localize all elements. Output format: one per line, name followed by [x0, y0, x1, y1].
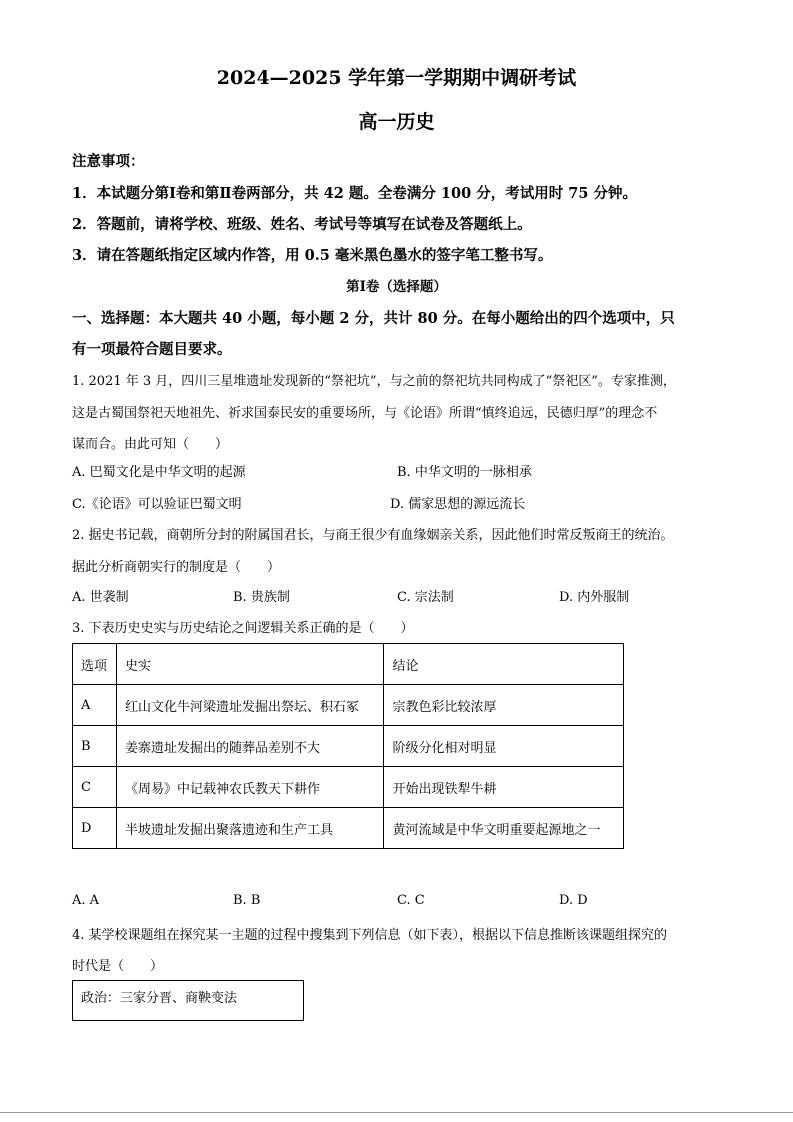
table-header-cell: 结论 [384, 644, 624, 685]
table-cell: 红山文化牛河梁遗址发掘出祭坛、积石冢 [116, 685, 383, 726]
table-cell: C [73, 767, 117, 808]
section-title: 第Ⅰ卷（选择题） [346, 279, 447, 295]
table-cell: 姜寨遗址发掘出的随葬品差别不大 [116, 726, 383, 767]
q1-stem-line1: 1. 2021 年 3 月，四川三星堆遗址发现新的“祭祀坑”，与之前的祭祀坑共同构成了“祭祀区”。专家推测， [72, 374, 676, 389]
q2-option-b: B. 贵族制 [233, 590, 290, 605]
q2-stem-line2: 据此分析商朝实行的制度是（ ） [72, 560, 281, 575]
q3-option-d: D. D [559, 893, 588, 908]
exam-title: 2024—2025 学年第一学期期中调研考试 [216, 67, 577, 89]
section-instruction-line2: 有一项最符合题目要求。 [72, 341, 232, 358]
q1-stem-line3: 谋而合。由此可知（ ） [72, 437, 229, 452]
q1-option-a: A. 巴蜀文化是中华文明的起源 [72, 465, 246, 480]
notice-item-1: 1．本试题分第Ⅰ卷和第Ⅱ卷两部分，共 42 题。全卷满分 100 分，考试用时 75 分钟。 [72, 185, 638, 202]
notice-heading: 注意事项： [72, 153, 145, 170]
table-cell: 《周易》中记载神农氏教天下耕作 [116, 767, 383, 808]
page-bottom-rule [0, 1112, 793, 1113]
q1-option-d: D. 儒家思想的源远流长 [390, 497, 526, 512]
q4-info-box: 政治：三家分晋、商鞅变法 [72, 980, 304, 1021]
notice-item-2: 2．答题前，请将学校、班级、姓名、考试号等填写在试卷及答题纸上。 [72, 216, 532, 233]
table-cell: 半坡遗址发掘出聚落遗迹和生产工具 [116, 808, 383, 849]
table-cell: B [73, 726, 117, 767]
q2-option-d: D. 内外服制 [559, 590, 630, 605]
table-cell: 开始出现铁犁牛耕 [384, 767, 624, 808]
q1-option-c: C.《论语》可以验证巴蜀文明 [72, 497, 242, 512]
table-header-row [73, 644, 624, 685]
q4-stem-line2: 时代是（ ） [72, 959, 164, 974]
table-cell: A [73, 685, 117, 726]
table-row [73, 808, 624, 849]
q3-option-c: C. C [397, 893, 425, 908]
q3-table [72, 643, 624, 849]
table-header-cell: 史实 [116, 644, 383, 685]
q2-option-a: A. 世袭制 [72, 590, 129, 605]
table-cell: 黄河流域是中华文明重要起源地之一 [384, 808, 624, 849]
q2-option-c: C. 宗法制 [397, 590, 454, 605]
q1-option-b: B. 中华文明的一脉相承 [397, 465, 532, 480]
table-cell: 阶级分化相对明显 [384, 726, 624, 767]
q2-stem-line1: 2. 据史书记载，商朝所分封的附属国君长，与商王很少有血缘姻亲关系，因此他们时常反叛商王的统治。 [72, 528, 674, 543]
table-cell: 宗教色彩比较浓厚 [384, 685, 624, 726]
table-row [73, 726, 624, 767]
table-header-cell: 选项 [73, 644, 117, 685]
section-instruction-line1: 一、选择题：本大题共 40 小题，每小题 2 分，共计 80 分。在每小题给出的四个选项中，只 [72, 310, 675, 327]
subject-title: 高一历史 [358, 111, 435, 133]
notice-item-3: 3．请在答题纸指定区域内作答，用 0.5 毫米黑色墨水的签字笔工整书写。 [72, 247, 553, 264]
q1-stem-line2: 这是古蜀国祭祀天地祖先、祈求国泰民安的重要场所，与《论语》所谓“慎终追远，民德归厚”的理念不 [72, 406, 658, 421]
q4-stem-line1: 4. 某学校课题组在探究某一主题的过程中搜集到下列信息（如下表），根据以下信息推断该课题组探究的 [72, 928, 668, 943]
table-row [73, 767, 624, 808]
table-row [73, 685, 624, 726]
table-cell: D [73, 808, 117, 849]
q3-stem: 3. 下表历史史实与历史结论之间逻辑关系正确的是（ ） [72, 621, 414, 636]
q3-option-a: A. A [72, 893, 100, 908]
q3-option-b: B. B [233, 893, 261, 908]
